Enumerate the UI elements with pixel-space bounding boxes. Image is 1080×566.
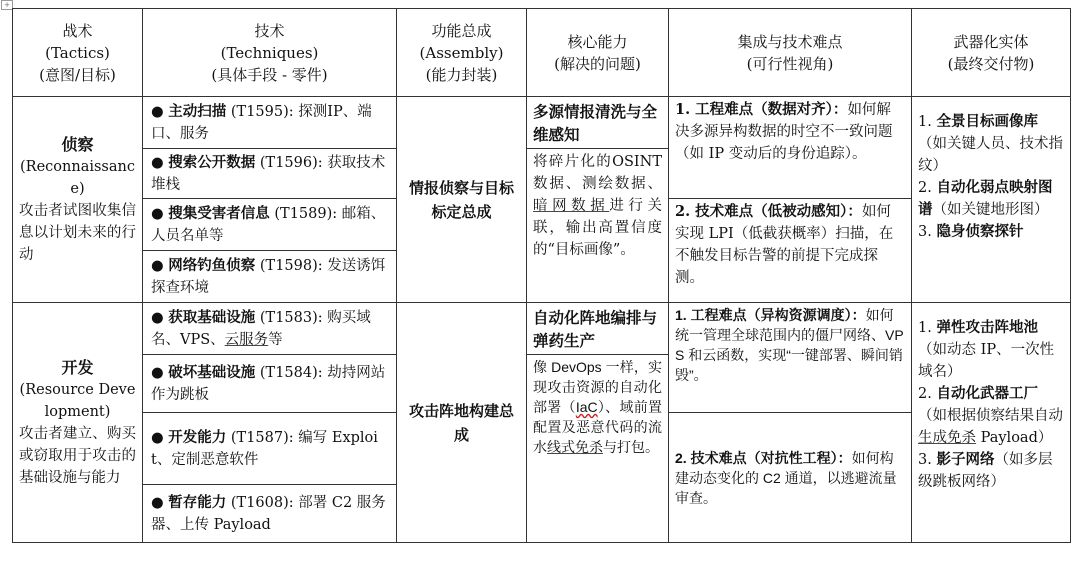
tactic-description: 攻击者试图收集信息以计划未来的行动 xyxy=(19,202,136,263)
evasion-link[interactable]: 线式免杀 xyxy=(547,439,603,455)
darkweb-link[interactable]: 暗网数据 xyxy=(533,198,610,214)
generate-evasion-link[interactable]: 生成免杀 xyxy=(918,430,976,446)
capability-title: 自动化阵地编排与弹药生产 xyxy=(527,303,669,355)
technique-name: 网络钓鱼侦察 xyxy=(168,256,256,274)
tactic-english: (Resource Development) xyxy=(19,381,136,420)
capability-description: 像 DevOps 一样，实现攻击资源的自动化部署（IaC）、域前置配置及恶意代码的流水线式免杀与打包。 xyxy=(527,355,669,543)
tactic-cell-resource-dev xyxy=(13,303,143,543)
deliverable-item: 3. 影子网络（如多层级跳板网络） xyxy=(918,451,1053,490)
tactic-cell-recon xyxy=(13,97,143,303)
technique-name: 获取基础设施 xyxy=(168,308,256,326)
technique-name: 搜集受害者信息 xyxy=(168,204,270,222)
difficulty-cell: 1. 工程难点（异构资源调度）：如何统一管理全球范围内的僵尸网络、VPS 和云函数，实现“一键部署、瞬间销毁”。 xyxy=(669,303,912,413)
deliverable-item: 1. 全景目标画像库（如关键人员、技术指纹） xyxy=(918,113,1063,174)
tactic-name: 侦察 xyxy=(61,134,94,154)
header-deliverable: 武器化实体 (最终交付物) xyxy=(912,9,1071,97)
technique-name: 暂存能力 xyxy=(168,493,227,511)
iac-term: IaC xyxy=(575,399,598,415)
assembly-cell-resource-dev: 攻击阵地构建总成 xyxy=(397,303,527,543)
deliverable-item: 2. 自动化弱点映射图谱（如关键地形图） xyxy=(918,179,1053,218)
cloud-service-link[interactable]: 云服务 xyxy=(224,331,269,348)
difficulty-cell: 2. 技术难点（低被动感知）：如何实现 LPI（低截获概率）扫描，在不触发目标告警的前提下完成探测。 xyxy=(669,199,912,303)
technique-cell: ● 暂存能力 (T1608): 部署 C2 服务器、上传 Payload xyxy=(143,485,397,543)
difficulty-cell: 1. 工程难点（数据对齐）：如何解决多源异构数据的时空不一致问题（如 IP 变动后的身份追踪）。 xyxy=(669,97,912,199)
difficulty-cell: 2. 技术难点（对抗性工程）：如何构建动态变化的 C2 通道，以逃避流量审查。 xyxy=(669,413,912,543)
header-techniques: 技术 (Techniques) (具体手段 - 零件) xyxy=(143,9,397,97)
header-row xyxy=(13,9,1071,97)
header-capability: 核心能力 (解决的问题) xyxy=(527,9,669,97)
tactic-name: 开发 xyxy=(61,357,94,377)
technique-cell: ● 搜集受害者信息 (T1589): 邮箱、人员名单等 xyxy=(143,199,397,251)
table-anchor-icon[interactable]: + xyxy=(1,0,13,10)
technique-cell: ● 获取基础设施 (T1583): 购买域名、VPS、云服务等 xyxy=(143,303,397,355)
header-difficulty: 集成与技术难点 (可行性视角) xyxy=(669,9,912,97)
technique-name: 开发能力 xyxy=(168,428,227,446)
tactic-description: 攻击者建立、购买或窃取用于攻击的基础设施与能力 xyxy=(19,425,136,486)
header-tactics: 战术 (Tactics) (意图/目标) xyxy=(13,9,143,97)
technique-cell: ● 破坏基础设施 (T1584): 劫持网站作为跳板 xyxy=(143,355,397,413)
deliverable-item: 2. 自动化武器工厂（如根据侦察结果自动生成免杀 Payload） xyxy=(918,385,1063,446)
deliverable-cell-resource-dev xyxy=(912,303,1071,543)
technique-name: 破坏基础设施 xyxy=(168,363,256,381)
table-row xyxy=(13,303,1071,355)
header-assembly: 功能总成 (Assembly) (能力封装) xyxy=(397,9,527,97)
deliverable-item: 1. 弹性攻击阵地池（如动态 IP、一次性域名） xyxy=(918,319,1055,380)
technique-cell: ● 网络钓鱼侦察 (T1598): 发送诱饵探查环境 xyxy=(143,251,397,303)
assembly-cell-recon: 情报侦察与目标标定总成 xyxy=(397,97,527,303)
attack-framework-table xyxy=(12,8,1071,543)
technique-name: 主动扫描 xyxy=(168,102,227,120)
technique-cell: ● 开发能力 (T1587): 编写 Exploit、定制恶意软件 xyxy=(143,413,397,485)
table-row xyxy=(13,97,1071,149)
capability-description: 将碎片化的OSINT数据、测绘数据、暗网数据进行关联，输出高置信度的“目标画像”。 xyxy=(527,149,669,303)
tactic-english: (Reconnaissance) xyxy=(20,158,135,197)
technique-cell: ● 搜索公开数据 (T1596): 获取技术堆栈 xyxy=(143,149,397,199)
deliverable-item: 3. 隐身侦察探针 xyxy=(918,223,1024,240)
deliverable-cell-recon xyxy=(912,97,1071,303)
technique-name: 搜索公开数据 xyxy=(168,153,256,171)
capability-title: 多源情报清洗与全维感知 xyxy=(527,97,669,149)
technique-cell: ● 主动扫描 (T1595): 探测IP、端口、服务 xyxy=(143,97,397,149)
